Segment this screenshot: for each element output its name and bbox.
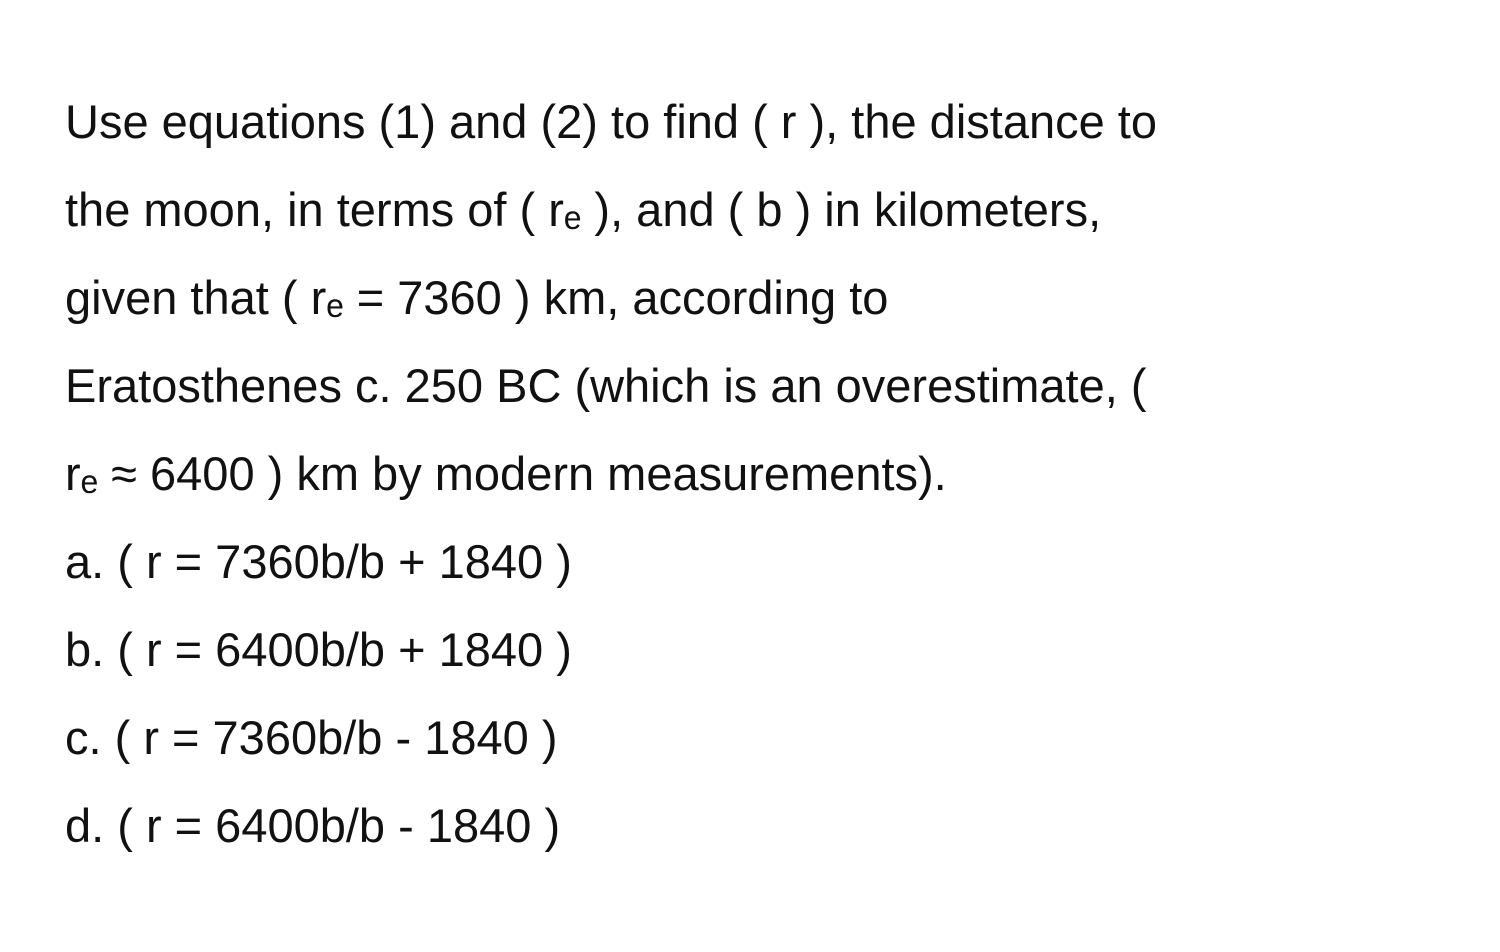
question-text <box>65 78 1460 518</box>
question-line: rₑ ≈ 6400 ) km by modern measurements). <box>65 447 947 500</box>
option-a: a. ( r = 7360b/b + 1840 ) <box>65 535 572 588</box>
option-b: b. ( r = 6400b/b + 1840 ) <box>65 623 572 676</box>
document <box>65 78 1460 870</box>
option-c: c. ( r = 7360b/b - 1840 ) <box>65 711 558 764</box>
question-line: Use equations (1) and (2) to find ( r ), the distance to <box>65 95 1157 148</box>
option-d: d. ( r = 6400b/b - 1840 ) <box>65 799 561 852</box>
answer-options <box>65 518 1460 870</box>
question-line: given that ( rₑ = 7360 ) km, according to <box>65 271 889 324</box>
question-line: Eratosthenes c. 250 BC (which is an overestimate, ( <box>65 359 1147 412</box>
question-line: the moon, in terms of ( rₑ ), and ( b ) in kilometers, <box>65 183 1102 236</box>
